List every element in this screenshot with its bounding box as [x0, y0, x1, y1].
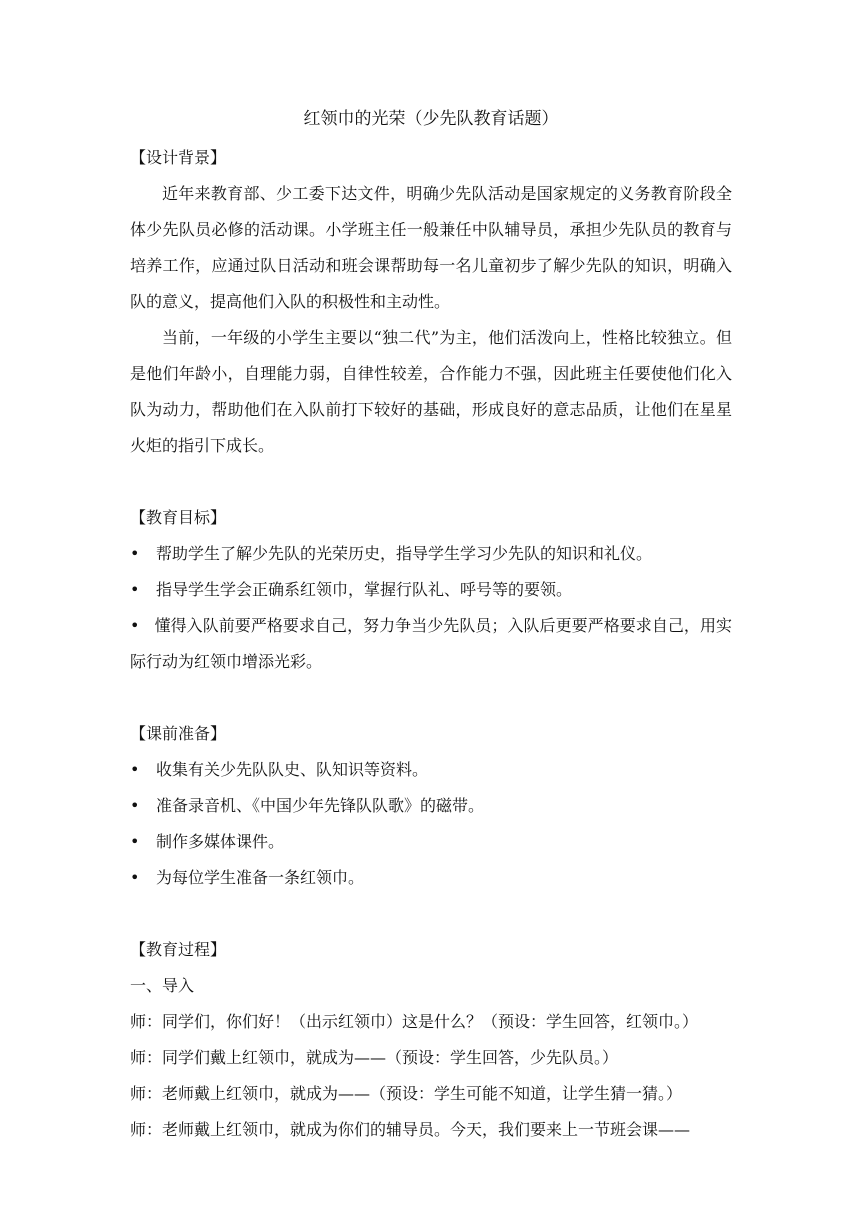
dialogue-line: 师：老师戴上红领巾，就成为你们的辅导员。今天，我们要来上一节班会课——: [130, 1120, 691, 1139]
section-background: [130, 140, 732, 464]
section-heading-process: 【教育过程】: [130, 940, 227, 959]
bullet-icon: •: [130, 832, 140, 851]
section-process: [130, 932, 732, 1148]
bullet-icon: •: [130, 616, 140, 635]
document-title: 红领巾的光荣（少先队教育话题）: [303, 109, 559, 129]
subheading: 一、导入: [130, 976, 195, 995]
list-item: [130, 536, 732, 572]
list-item: [130, 824, 732, 860]
list-item-text: 指导学生学会正确系红领巾，掌握行队礼、呼号等的要领。: [156, 580, 573, 599]
list-item-text: 为每位学生准备一条红领巾。: [156, 868, 365, 887]
list-item-text: 收集有关少先队队史、队知识等资料。: [156, 760, 429, 779]
spacer: [130, 464, 732, 500]
list-item: [130, 860, 732, 896]
list-item-text: 帮助学生了解少先队的光荣历史，指导学生学习少先队的知识和礼仪。: [156, 544, 653, 563]
spacer: [130, 680, 732, 716]
bullet-icon: •: [130, 580, 140, 599]
bullet-icon: •: [130, 796, 140, 815]
list-item-text: 懂得入队前要严格要求自己，努力争当少先队员；入队后更要严格要求自己，用实际行动为红领巾增添光彩。: [130, 616, 732, 671]
section-preparation: [130, 716, 732, 896]
list-item: [130, 572, 732, 608]
bullet-icon: •: [130, 544, 140, 563]
paragraph: 当前，一年级的小学生主要以“独二代”为主，他们活泼向上，性格比较独立。但是他们年龄小，自理能力弱，自律性较差，合作能力不强，因此班主任要使他们化入队为动力，帮助他们在入队前打下较好的基础，形成良好的意志品质，让他们在星星火炬的指引下成长。: [130, 328, 732, 455]
list-item-text: 准备录音机、《中国少年先锋队队歌》的磁带。: [156, 796, 485, 815]
bullet-icon: •: [130, 868, 140, 887]
dialogue-line: 师：老师戴上红领巾，就成为——（预设：学生可能不知道，让学生猜一猜。）: [130, 1084, 683, 1103]
dialogue-line: 师：同学们戴上红领巾，就成为——（预设：学生回答，少先队员。）: [130, 1048, 619, 1067]
section-heading-goals: 【教育目标】: [130, 508, 227, 527]
list-item: [130, 752, 732, 788]
list-item: [130, 608, 732, 680]
spacer: [130, 896, 732, 932]
list-item-text: 制作多媒体课件。: [156, 832, 285, 851]
section-heading-preparation: 【课前准备】: [130, 724, 227, 743]
dialogue-line: 师：同学们，你们好！（出示红领巾）这是什么？（预设：学生回答，红领巾。）: [130, 1012, 699, 1031]
section-goals: [130, 500, 732, 680]
paragraph: 近年来教育部、少工委下达文件，明确少先队活动是国家规定的义务教育阶段全体少先队员必修的活动课。小学班主任一般兼任中队辅导员，承担少先队员的教育与培养工作，应通过队日活动和班会课帮助每一名儿童初步了解少先队的知识，明确入队的意义，提高他们入队的积极性和主动性。: [130, 184, 732, 311]
bullet-icon: •: [130, 760, 140, 779]
list-item: [130, 788, 732, 824]
section-heading-background: 【设计背景】: [130, 148, 227, 167]
